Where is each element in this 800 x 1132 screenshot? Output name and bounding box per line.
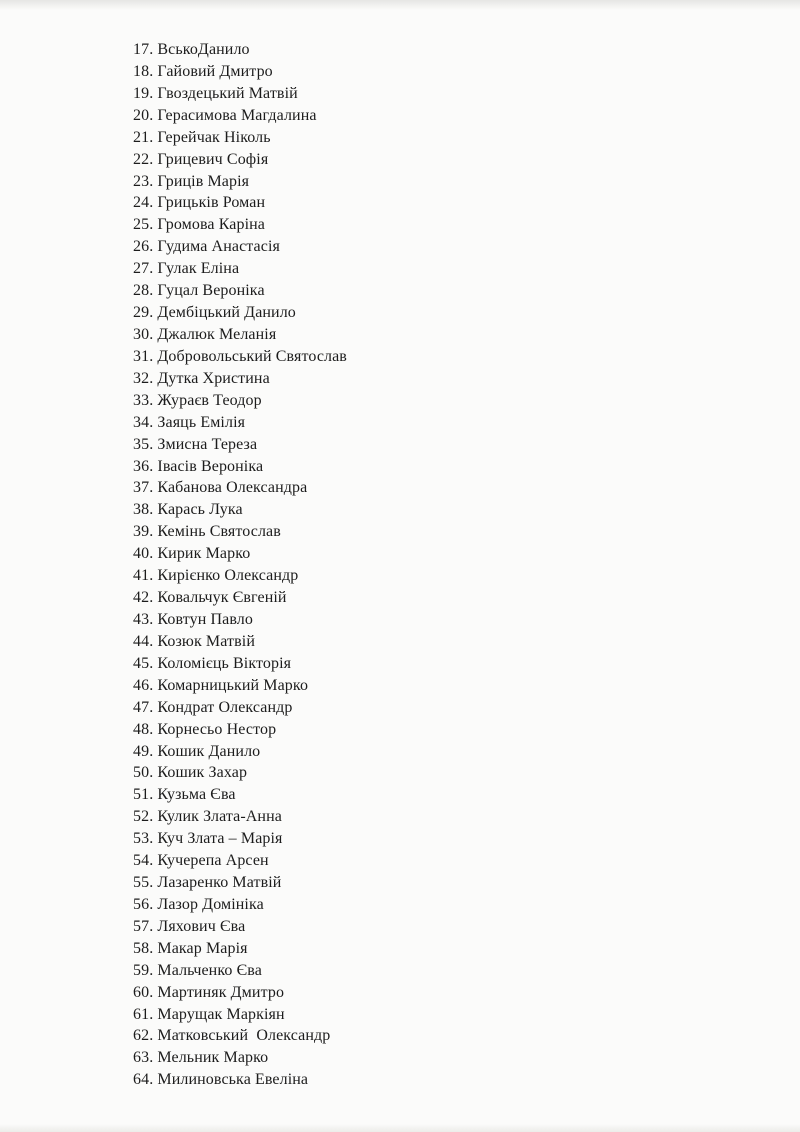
list-item: 32. Дутка Христина [133, 369, 270, 387]
list-item: 40. Кирик Марко [133, 545, 251, 563]
name-list [133, 39, 347, 1091]
list-item: 34. Заяць Емілія [133, 413, 246, 431]
list-item: 26. Гудима Анастасія [133, 238, 280, 256]
list-item: 58. Макар Марія [133, 939, 248, 957]
list-item: 37. Кабанова Олександра [133, 479, 308, 497]
list-item: 25. Громова Каріна [133, 216, 265, 234]
list-item: 56. Лазор Домініка [133, 895, 264, 913]
list-item: 54. Кучерепа Арсен [133, 852, 269, 870]
list-item: 35. Змисна Тереза [133, 435, 258, 453]
list-item: 48. Корнесьо Нестор [133, 720, 277, 738]
list-item: 30. Джалюк Меланія [133, 325, 277, 343]
list-item: 44. Козюк Матвій [133, 632, 255, 650]
list-item: 63. Мельник Марко [133, 1049, 269, 1067]
list-item: 49. Кошик Данило [133, 742, 261, 760]
list-item: 47. Кондрат Олександр [133, 698, 293, 716]
list-item: 20. Герасимова Магдалина [133, 106, 317, 124]
list-item: 24. Грицьків Роман [133, 194, 266, 212]
list-item: 42. Ковальчук Євгеній [133, 589, 287, 607]
list-item: 21. Герейчак Ніколь [133, 128, 271, 146]
list-item: 51. Кузьма Єва [133, 786, 236, 804]
list-item: 43. Ковтун Павло [133, 610, 253, 628]
list-item: 29. Дембіцький Данило [133, 304, 296, 322]
list-item: 46. Комарницький Марко [133, 676, 309, 694]
list-item: 33. Жураєв Теодор [133, 391, 262, 409]
list-item: 60. Мартиняк Дмитро [133, 983, 285, 1001]
list-item: 59. Мальченко Єва [133, 961, 262, 979]
list-item: 31. Добровольський Святослав [133, 347, 347, 365]
list-item: 53. Куч Злата – Марія [133, 830, 283, 848]
page-top-edge [0, 0, 800, 10]
list-item: 27. Гулак Еліна [133, 260, 240, 278]
list-item: 36. Івасів Вероніка [133, 457, 264, 475]
list-item: 52. Кулик Злата-Анна [133, 808, 282, 826]
list-item: 39. Кемінь Святослав [133, 523, 281, 541]
list-item: 17. ВськоДанило [133, 41, 250, 58]
list-item: 64. Милиновська Евеліна [133, 1071, 309, 1089]
list-item: 50. Кошик Захар [133, 764, 248, 782]
list-item: 22. Грицевич Софія [133, 150, 269, 168]
list-item: 57. Ляхович Єва [133, 917, 246, 935]
page-bottom-edge [0, 1124, 800, 1132]
list-item: 62. Матковський Олександр [133, 1027, 331, 1045]
list-item: 38. Карась Лука [133, 501, 243, 519]
list-item: 28. Гуцал Вероніка [133, 282, 265, 300]
list-item: 45. Коломієць Вікторія [133, 654, 292, 672]
list-item: 41. Кирієнко Олександр [133, 567, 299, 585]
list-item: 19. Гвоздецький Матвій [133, 84, 298, 102]
list-item: 23. Гриців Марія [133, 172, 250, 190]
list-item: 61. Марущак Маркіян [133, 1005, 285, 1023]
list-item: 55. Лазаренко Матвій [133, 874, 282, 892]
list-item: 18. Гайовий Дмитро [133, 62, 273, 80]
